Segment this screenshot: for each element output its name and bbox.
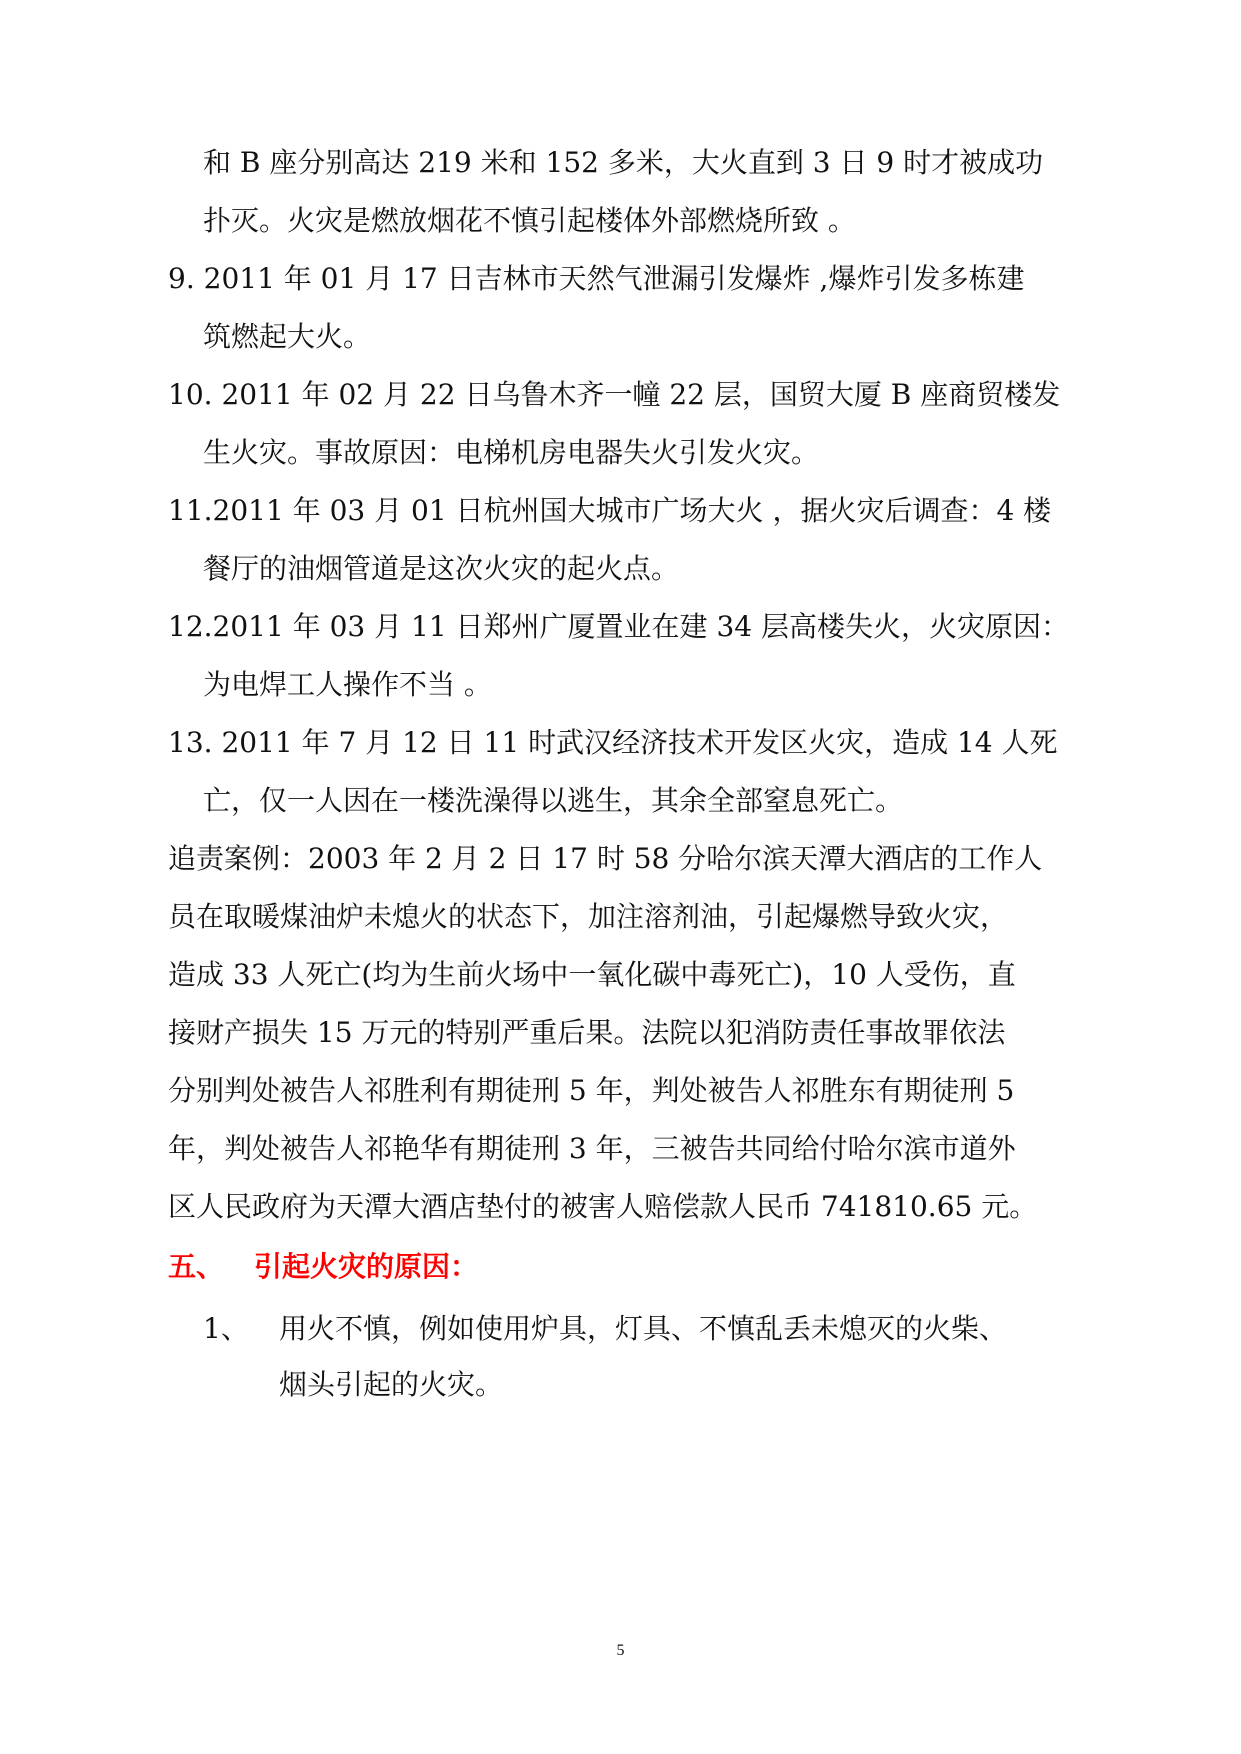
sublist-item [203, 1311, 1008, 1347]
list-item-number: 10. [168, 378, 213, 411]
page-number: 5 [616, 1642, 625, 1659]
section-number: 五、 [168, 1250, 225, 1283]
list-item-text: 2011 年 02 月 22 日乌鲁木齐一幢 22 层，国贸大厦 B 座商贸楼发 [221, 378, 1061, 411]
list-item-number: 11. [168, 494, 213, 527]
list-item-continuation: 为电焊工人操作不当 。 [203, 668, 492, 701]
list-item-text: 2011 年 03 月 01 日杭州国大城市广场大火 ，据火灾后调查：4 楼 [212, 494, 1052, 527]
paragraph-line: 扑灭。火灾是燃放烟花不慎引起楼体外部燃烧所致 。 [203, 204, 856, 237]
case-paragraph-line: 区人民政府为天潭大酒店垫付的被害人赔偿款人民币 741810.65 元。 [168, 1190, 1038, 1223]
list-item [168, 261, 1024, 297]
sublist-item-continuation: 烟头引起的火灾。 [279, 1368, 504, 1401]
list-item-number: 9. [168, 262, 195, 295]
paragraph-line: 和 B 座分别高达 219 米和 152 多米，大火直到 3 日 9 时才被成功 [203, 146, 1044, 179]
list-item [168, 725, 1058, 761]
list-item-text: 2011 年 01 月 17 日吉林市天然气泄漏引发爆炸 ,爆炸引发多栋建 [203, 262, 1025, 295]
case-paragraph-line: 追责案例：2003 年 2 月 2 日 17 时 58 分哈尔滨天潭大酒店的工作人 [168, 842, 1043, 875]
case-paragraph-line: 分别判处被告人祁胜利有期徒刑 5 年，判处被告人祁胜东有期徒刑 5 [168, 1074, 1015, 1107]
section-title: 引起火灾的原因： [254, 1250, 479, 1283]
list-item-continuation: 餐厅的油烟管道是这次火灾的起火点。 [203, 552, 680, 585]
list-item-text: 2011 年 03 月 11 日郑州广厦置业在建 34 层高楼失火，火灾原因： [212, 610, 1069, 643]
case-paragraph-line: 造成 33 人死亡(均为生前火场中一氧化碳中毒死亡)，10 人受伤，直 [168, 958, 1016, 991]
sublist-item-number: 1、 [203, 1312, 249, 1345]
case-paragraph-line: 员在取暖煤油炉未熄火的状态下，加注溶剂油，引起爆燃导致火灾， [168, 900, 1009, 933]
list-item-continuation: 筑燃起大火。 [203, 320, 372, 353]
section-heading [168, 1249, 568, 1285]
list-item-continuation: 生火灾。事故原因：电梯机房电器失火引发火灾。 [203, 436, 820, 469]
list-item [168, 377, 1060, 413]
case-paragraph-line: 接财产损失 15 万元的特别严重后果。法院以犯消防责任事故罪依法 [168, 1016, 1006, 1049]
list-item-continuation: 亡，仅一人因在一楼洗澡得以逃生，其余全部窒息死亡。 [203, 784, 904, 817]
list-item-text: 2011 年 7 月 12 日 11 时武汉经济技术开发区火灾，造成 14 人死 [221, 726, 1058, 759]
sublist-item-text: 用火不慎，例如使用炉具，灯具、不慎乱丢未熄灭的火柴、 [279, 1312, 1008, 1345]
list-item-number: 12. [168, 610, 213, 643]
case-paragraph-line: 年，判处被告人祁艳华有期徒刑 3 年，三被告共同给付哈尔滨市道外 [168, 1132, 1016, 1165]
list-item-number: 13. [168, 726, 213, 759]
list-item [168, 493, 1051, 529]
list-item [168, 609, 1069, 645]
